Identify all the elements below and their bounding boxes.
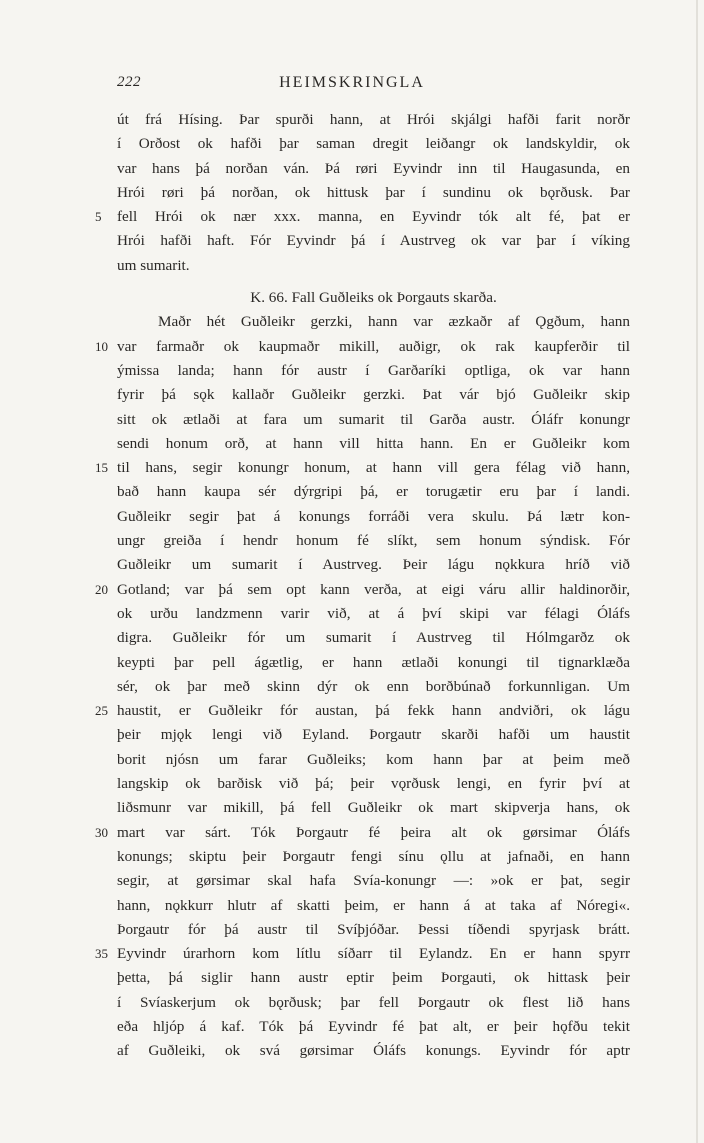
line-text: ungr greiða í hendr honum fé slíkt, sem honum sýndisk. Fór bbox=[117, 532, 630, 550]
line-text: þetta, þá siglir hann austr eptir þeim Þorgauti, ok hittask þeir bbox=[117, 969, 630, 987]
page-edge bbox=[696, 0, 698, 1143]
line-text: Eyvindr úrarhorn kom lítlu síðarr til Eylandz. En er hann spyrr bbox=[117, 945, 630, 963]
line-text: segir, at gørsimar skal hafa Svía-konungr —: »ok er þat, segir bbox=[117, 872, 630, 890]
line-text: Gotland; var þá sem opt kann verða, at eigi váru allir haldinorðir, bbox=[117, 580, 630, 598]
line-text: ýmissa landa; hann fór austr í Garðaríki optliga, ok var hann bbox=[117, 361, 630, 379]
line-text: eða hljóp á kaf. Tók þá Eyvindr fé þat alt, er þeir hǫfðu tekit bbox=[117, 1017, 630, 1035]
text-line bbox=[117, 1015, 630, 1039]
text-line bbox=[117, 480, 630, 504]
line-text: fyrir þá sǫk kallaðr Guðleikr gerzki. Þat vár bjó Guðleikr skip bbox=[117, 386, 630, 404]
text-line bbox=[117, 157, 630, 181]
line-number: 15 bbox=[95, 460, 108, 476]
text-line bbox=[117, 359, 630, 383]
text-line bbox=[95, 942, 630, 966]
chapter-heading: K. 66. Fall Guðleiks ok Þorgauts skarða. bbox=[250, 289, 497, 307]
text-line bbox=[117, 748, 630, 772]
line-text: Hrói røri þá norðan, ok hittusk þar í sundinu ok bǫrðusk. Þar bbox=[117, 183, 630, 201]
line-text: mart var sárt. Tók Þorgautr fé þeira alt ok gørsimar Óláfs bbox=[117, 823, 630, 841]
line-text: Hrói hafði haft. Fór Eyvindr þá í Austrveg ok var þar í víking bbox=[117, 232, 630, 250]
text-line bbox=[117, 772, 630, 796]
line-text: sitt ok ætlaði at fara um sumarit til Garða austr. Óláfr konungr bbox=[117, 410, 630, 428]
text-line bbox=[117, 229, 630, 253]
text-line bbox=[117, 918, 630, 942]
text-line bbox=[117, 796, 630, 820]
running-title: HEIMSKRINGLA bbox=[279, 74, 425, 91]
text-line bbox=[117, 432, 630, 456]
text-line bbox=[117, 869, 630, 893]
text-line bbox=[117, 894, 630, 918]
line-number: 30 bbox=[95, 824, 108, 840]
text-line bbox=[117, 505, 630, 529]
text-line bbox=[95, 205, 630, 229]
text-line bbox=[117, 181, 630, 205]
line-text: keypti þar pell ágætlig, er hann ætlaði konungi til tignarklæða bbox=[117, 653, 630, 671]
line-text: fell Hrói ok nær xxx. manna, en Eyvindr tók alt fé, þat er bbox=[117, 208, 630, 226]
text-line bbox=[95, 699, 630, 723]
text-line bbox=[117, 408, 630, 432]
line-text: haustit, er Guðleikr fór austan, þá fekk hann andviðri, ok lágu bbox=[117, 702, 630, 720]
line-text: Þorgautr fór þá austr til Svíþjóðar. Þessi tíðendi spyrjask brátt. bbox=[117, 920, 630, 938]
text-line bbox=[117, 1039, 630, 1063]
line-text: sendi honum orð, at hann vill hitta hann. En er Guðleikr kom bbox=[117, 434, 630, 452]
line-number: 35 bbox=[95, 946, 108, 962]
line-text: í Svíaskerjum ok bǫrðusk; þar fell Þorgautr ok flest lið hans bbox=[117, 993, 630, 1011]
text-line bbox=[117, 254, 630, 278]
text-line bbox=[117, 723, 630, 747]
line-text: Guðleikr segir þat á konungs forráði vera skulu. Þá lætr kon- bbox=[117, 507, 630, 525]
line-text: liðsmunr var mikill, þá fell Guðleikr ok mart skipverja hans, ok bbox=[117, 799, 630, 817]
line-text: konungs; skiptu þeir Þorgautr fengi sínu ǫllu at jafnaði, en hann bbox=[117, 847, 630, 865]
line-text: var farmaðr ok kaupmaðr mikill, auðigr, ok rak kaupferðir til bbox=[117, 337, 630, 355]
line-text: ok urðu landzmenn varir við, at á því skipi var félagi Óláfs bbox=[117, 604, 630, 622]
line-text: var hans þá norðan ván. Þá røri Eyvindr inn til Haugasunda, en bbox=[117, 159, 630, 177]
text-line bbox=[95, 578, 630, 602]
line-text: Guðleikr um sumarit í Austrveg. Þeir lágu nǫkkura hríð við bbox=[117, 556, 630, 574]
text-line bbox=[117, 529, 630, 553]
text-line bbox=[117, 602, 630, 626]
text-line bbox=[117, 132, 630, 156]
paragraph-1 bbox=[95, 108, 630, 278]
text-line bbox=[117, 675, 630, 699]
page-header bbox=[117, 74, 587, 96]
line-text: út frá Hísing. Þar spurði hann, at Hrói skjálgi hafði farit norðr bbox=[117, 111, 630, 128]
text-line bbox=[117, 626, 630, 650]
line-text: þeir mjǫk lengi við Eyland. Þorgautr skarði hafði um haustit bbox=[117, 726, 630, 744]
page-number: 222 bbox=[117, 74, 141, 90]
line-text: sér, ok þar með skinn dýr ok enn borðbúnað forkunnligan. Um bbox=[117, 677, 630, 695]
text-line bbox=[117, 966, 630, 990]
line-text: um sumarit. bbox=[117, 256, 190, 274]
line-text: af Guðleiki, ok svá gørsimar Óláfs konungs. Eyvindr fór aptr bbox=[117, 1042, 630, 1060]
line-text: hann, nǫkkurr hlutr af skatti þeim, er hann á at taka af Nóregi«. bbox=[117, 896, 630, 914]
line-text: borit njósn um farar Guðleiks; kom hann þar at þeim með bbox=[117, 750, 630, 768]
text-line bbox=[117, 108, 630, 132]
text-line bbox=[95, 821, 630, 845]
text-line bbox=[117, 383, 630, 407]
text-line bbox=[117, 651, 630, 675]
line-text: digra. Guðleikr fór um sumarit í Austrveg til Hólmgarðz ok bbox=[117, 629, 630, 647]
text-line bbox=[95, 456, 630, 480]
line-text: langskip ok barðisk við þá; þeir vǫrðusk lengi, en fyrir því at bbox=[117, 775, 630, 793]
line-number: 20 bbox=[95, 581, 108, 597]
line-text: bað hann kaupa sér dýrgripi þá, er torugætir eru þar í landi. bbox=[117, 483, 630, 501]
paragraph-2 bbox=[95, 310, 630, 1063]
text-line bbox=[117, 991, 630, 1015]
text-line bbox=[117, 310, 630, 334]
line-number: 5 bbox=[95, 209, 102, 225]
line-text: í Orðost ok hafði þar saman dregit leiðangr ok landskyldir, ok bbox=[117, 135, 630, 153]
line-text: Maðr hét Guðleikr gerzki, hann var æzkaðr af Ǫgðum, hann bbox=[158, 313, 630, 331]
body-text bbox=[95, 108, 630, 1064]
text-line bbox=[117, 553, 630, 577]
line-text: til hans, segir konungr honum, at hann vill gera félag við hann, bbox=[117, 459, 630, 477]
line-number: 10 bbox=[95, 338, 108, 354]
text-line bbox=[95, 335, 630, 359]
text-line bbox=[117, 845, 630, 869]
line-number: 25 bbox=[95, 703, 108, 719]
